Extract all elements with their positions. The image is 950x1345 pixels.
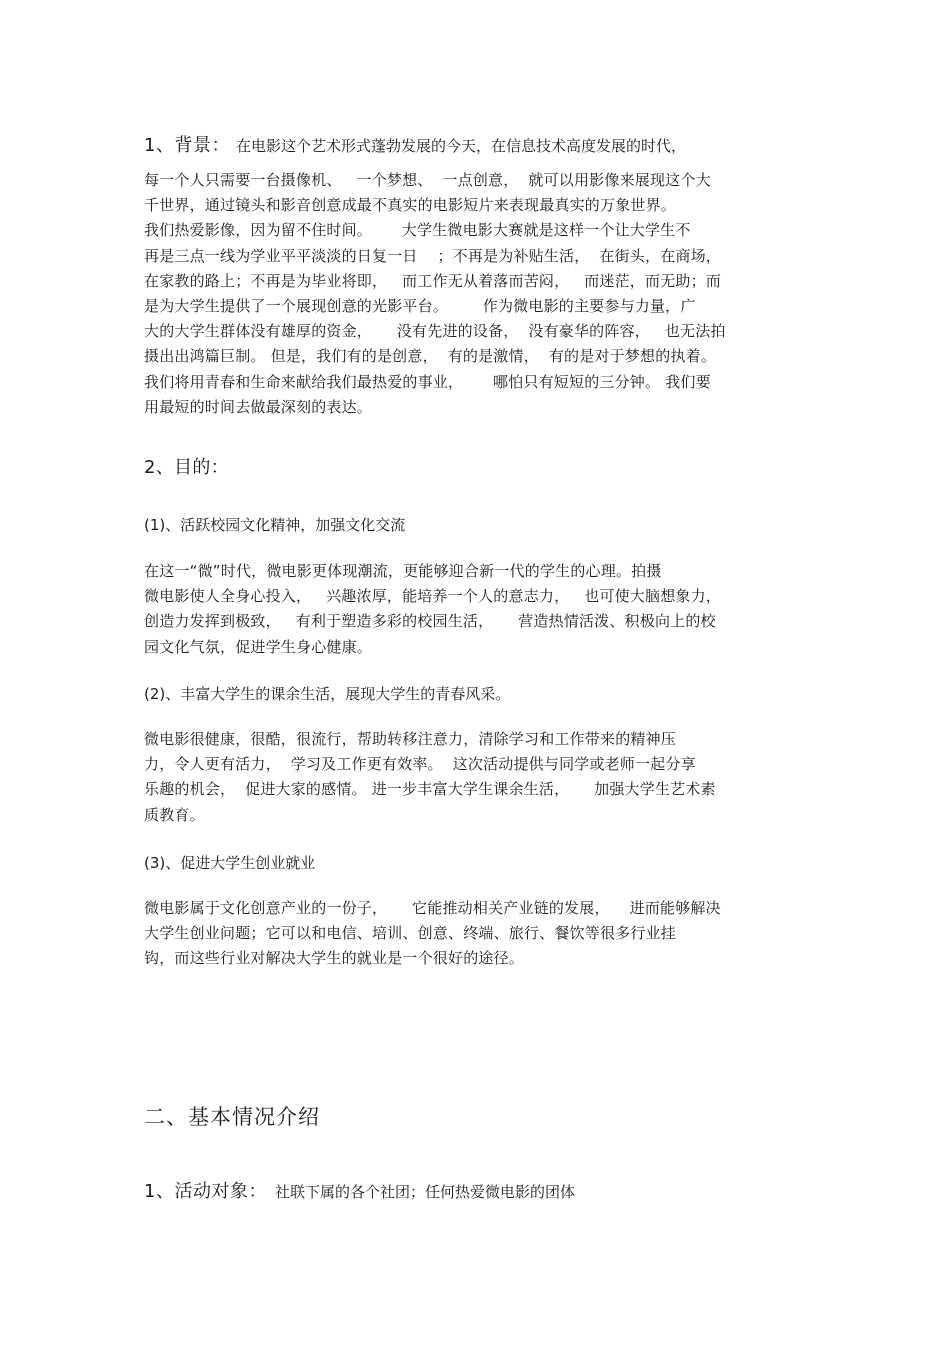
- paragraph-line: 微电影使人全身心投入， 兴趣浓厚，能培养一个人的意志力， 也可使大脑想象力，: [144, 587, 722, 606]
- paragraph-line: 在这一“微”时代，微电影更体现潮流，更能够迎合新一代的学生的心理。拍摄: [144, 562, 662, 580]
- purpose-item-3-paragraph: [144, 896, 806, 972]
- paragraph-line: 我们热爱影像，因为留不住时间。 大学生微电影大赛就是这样一个让大学生不: [144, 221, 691, 240]
- purpose-item-title: (2)、丰富大学生的课余生活，展现大学生的青春风采。: [144, 685, 511, 703]
- purpose-item-1-title-row: [144, 514, 806, 536]
- paragraph-line: 钩，而这些行业对解决大学生的就业是一个很好的途径。: [144, 949, 525, 968]
- purpose-item-title: (1)、活跃校园文化精神，加强文化交流: [144, 516, 406, 534]
- paragraph-line: 是为大学生提供了一个展现创意的光影平台。 作为微电影的主要参与力量，广: [144, 297, 696, 316]
- section-2-heading: 二、基本情况介绍: [144, 1105, 320, 1129]
- participants-row: [144, 1177, 806, 1203]
- paragraph-line: 大学生创业问题；它可以和电信、培训、创意、终端、旅行、餐饮等很多行业挂: [144, 924, 677, 943]
- background-heading-row: [144, 131, 806, 157]
- participants-value: 社联下属的各个社团；任何热爱微电影的团体: [274, 1183, 575, 1201]
- paragraph-line: 微电影属于文化创意产业的一份子， 它能推动相关产业链的发展， 进而能够解决: [144, 899, 721, 917]
- purpose-item-3-title-row: [144, 852, 806, 874]
- paragraph-line: 用最短的时间去做最深刻的表达。: [144, 397, 373, 416]
- section-2-heading-row: [144, 1101, 806, 1131]
- background-heading: 1、背景：: [144, 135, 230, 156]
- paragraph-line: 园文化气氛，促进学生身心健康。: [144, 637, 373, 656]
- paragraph-line: 微电影很健康，很酷，很流行，帮助转移注意力，清除学习和工作带来的精神压: [144, 730, 677, 748]
- participants-label: 1、活动对象：: [144, 1181, 267, 1202]
- paragraph-line: 乐趣的机会， 促进大家的感情。 进一步丰富大学生课余生活， 加强大学生艺术素: [144, 780, 716, 799]
- background-paragraph: [144, 168, 806, 420]
- paragraph-line: 创造力发挥到极致， 有利于塑造多彩的校园生活， 营造热情活泼、积极向上的校: [144, 612, 716, 631]
- paragraph-line: 再是三点一线为学业平平淡淡的日复一日 ；不再是为补贴生活， 在街头，在商场，: [144, 246, 722, 265]
- purpose-item-title: (3)、促进大学生创业就业: [144, 854, 316, 872]
- purpose-item-1-paragraph: [144, 559, 806, 660]
- paragraph-line: 每一个人只需要一台摄像机、 一个梦想、 一点创意， 就可以用影像来展现这个大: [144, 171, 711, 189]
- paragraph-line: 在家教的路上；不再是为毕业将即， 而工作无从着落而苦闷， 而迷茫，而无助；而: [144, 271, 722, 290]
- paragraph-line: 摄出出鸿篇巨制。 但是，我们有的是创意， 有的是激情， 有的是对于梦想的执着。: [144, 347, 717, 366]
- paragraph-line: 千世界，通过镜头和影音创意成最不真实的电影短片来表现最真实的万象世界。: [144, 196, 677, 215]
- paragraph-line: 力，令人更有活力， 学习及工作更有效率。 这次活动提供与同学或老师一起分享: [144, 755, 696, 774]
- purpose-item-2-paragraph: [144, 727, 806, 828]
- purpose-heading: 2、目的：: [144, 457, 229, 478]
- background-first-line: 在电影这个艺术形式蓬勃发展的今天，在信息技术高度发展的时代，: [235, 137, 686, 155]
- purpose-heading-row: [144, 453, 806, 479]
- paragraph-line: 质教育。: [144, 805, 205, 824]
- paragraph-line: 大的大学生群体没有雄厚的资金， 没有先进的设备， 没有豪华的阵容， 也无法拍: [144, 322, 726, 341]
- purpose-item-2-title-row: [144, 683, 806, 705]
- paragraph-line: 我们将用青春和生命来献给我们最热爱的事业， 哪怕只有短短的三分钟。 我们要: [144, 372, 711, 391]
